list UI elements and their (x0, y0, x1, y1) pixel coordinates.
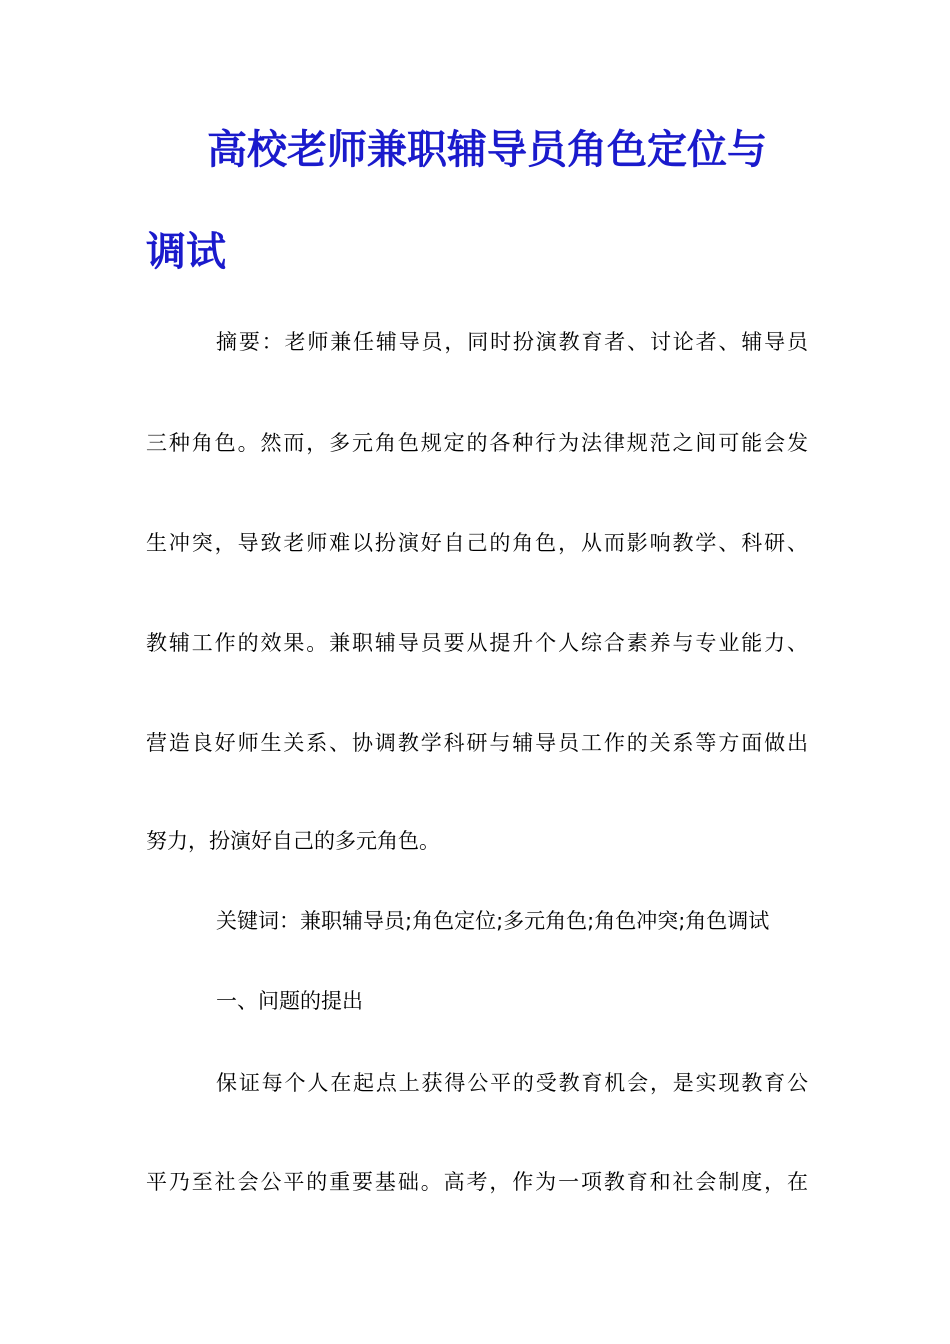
abstract-line-4: 教辅工作的效果。兼职辅导员要从提升个人综合素养与专业能力、 (146, 631, 808, 655)
abstract-line-5: 营造良好师生关系、协调教学科研与辅导员工作的关系等方面做出 (146, 731, 808, 755)
document-title-line-1: 高校老师兼职辅导员角色定位与 (207, 126, 767, 173)
abstract-line-1: 摘要：老师兼任辅导员，同时扮演教育者、讨论者、辅导员 (216, 330, 808, 354)
abstract-line-2: 三种角色。然而，多元角色规定的各种行为法律规范之间可能会发 (146, 431, 808, 455)
section-heading: 一、问题的提出 (216, 989, 363, 1013)
body-line-2: 平乃至社会公平的重要基础。高考，作为一项教育和社会制度，在 (146, 1170, 808, 1194)
document-title-line-2: 调试 (146, 228, 226, 275)
keywords-line: 关键词：兼职辅导员;角色定位;多元角色;角色冲突;角色调试 (216, 909, 770, 933)
abstract-line-3: 生冲突，导致老师难以扮演好自己的角色，从而影响教学、科研、 (146, 531, 808, 555)
abstract-line-6: 努力，扮演好自己的多元角色。 (146, 829, 440, 853)
body-line-1: 保证每个人在起点上获得公平的受教育机会，是实现教育公 (216, 1071, 808, 1095)
